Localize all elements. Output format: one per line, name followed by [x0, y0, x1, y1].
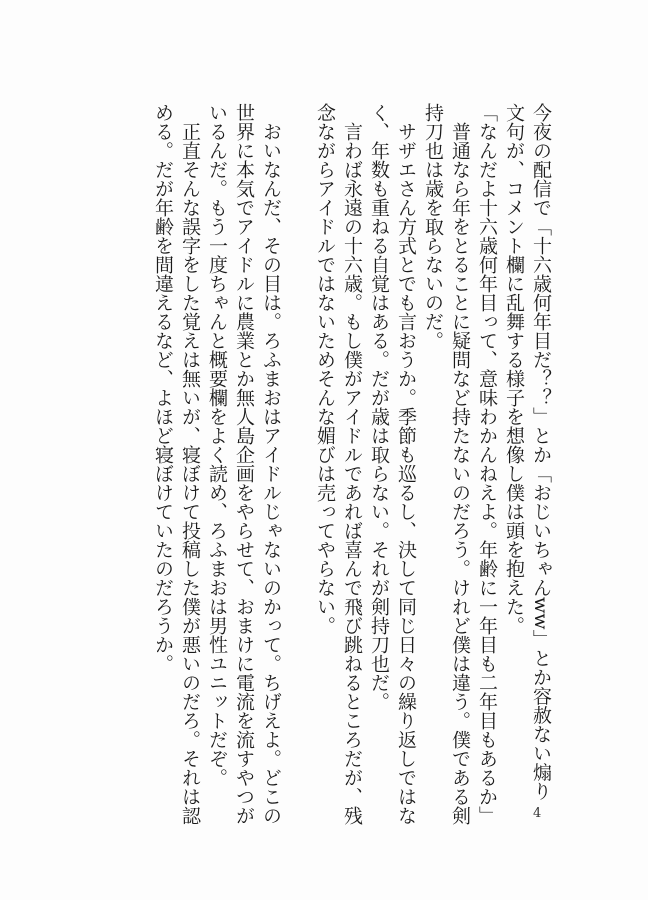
text-line: 世界に本気でアイドルに農業とか無人島企画をやらせて、おまけに電流を流すやつが	[233, 103, 255, 825]
page-number: 4	[533, 806, 542, 821]
text-line: いるんだ。もう一度ちゃんと概要欄をよく読め、ろふまおは男性ユニットだぞ。	[206, 103, 228, 787]
paragraph-gap	[284, 103, 311, 763]
text-line: サザエさん方式とでも言おうか。季節も巡るし、決して同じ日々の繰り返しではな	[395, 103, 417, 825]
text-line: める。だが年齢を間違えるなど、よほど寝ぼけていたのだろうか。	[152, 103, 174, 673]
text-line: おいなんだ、その目は。ろふまおはアイドルじゃないのかって。ちげえよ。どこの	[260, 103, 282, 825]
text-line: 「なんだよ十六歳何年目って、意味わかんねえよ。年齢に一年目も二年目もあるか」	[476, 103, 498, 825]
vertical-text-block	[149, 103, 554, 825]
text-line: 文句が、コメント欄に乱舞する様子を想像し僕は頭を抱えた。	[503, 103, 525, 635]
text-line: 念ながらアイドルではないためそんな媚びは売ってやらない。	[314, 103, 336, 635]
text-line: く、年数も重ねる自覚はある。だが歳は取らない。それが剣持刀也だ。	[368, 103, 390, 711]
text-line: 今夜の配信で「十六歳何年目だ？？」とか「おじいちゃんww」とか容赦ない煽り	[530, 103, 552, 801]
text-line: 持刀也は歳を取らないのだ。	[422, 103, 444, 350]
text-line: 正直そんな誤字をした覚えは無いが、寝ぼけて投稿した僕が悪いのだろ。それは認	[179, 103, 201, 825]
text-line: 普通なら年をとることに疑問など持たないのだろう。けれど僕は違う。僕である剣	[449, 103, 471, 825]
text-line: 言わば永遠の十六歳。もし僕がアイドルであれば喜んで飛び跳ねるところだが、残	[341, 103, 363, 825]
